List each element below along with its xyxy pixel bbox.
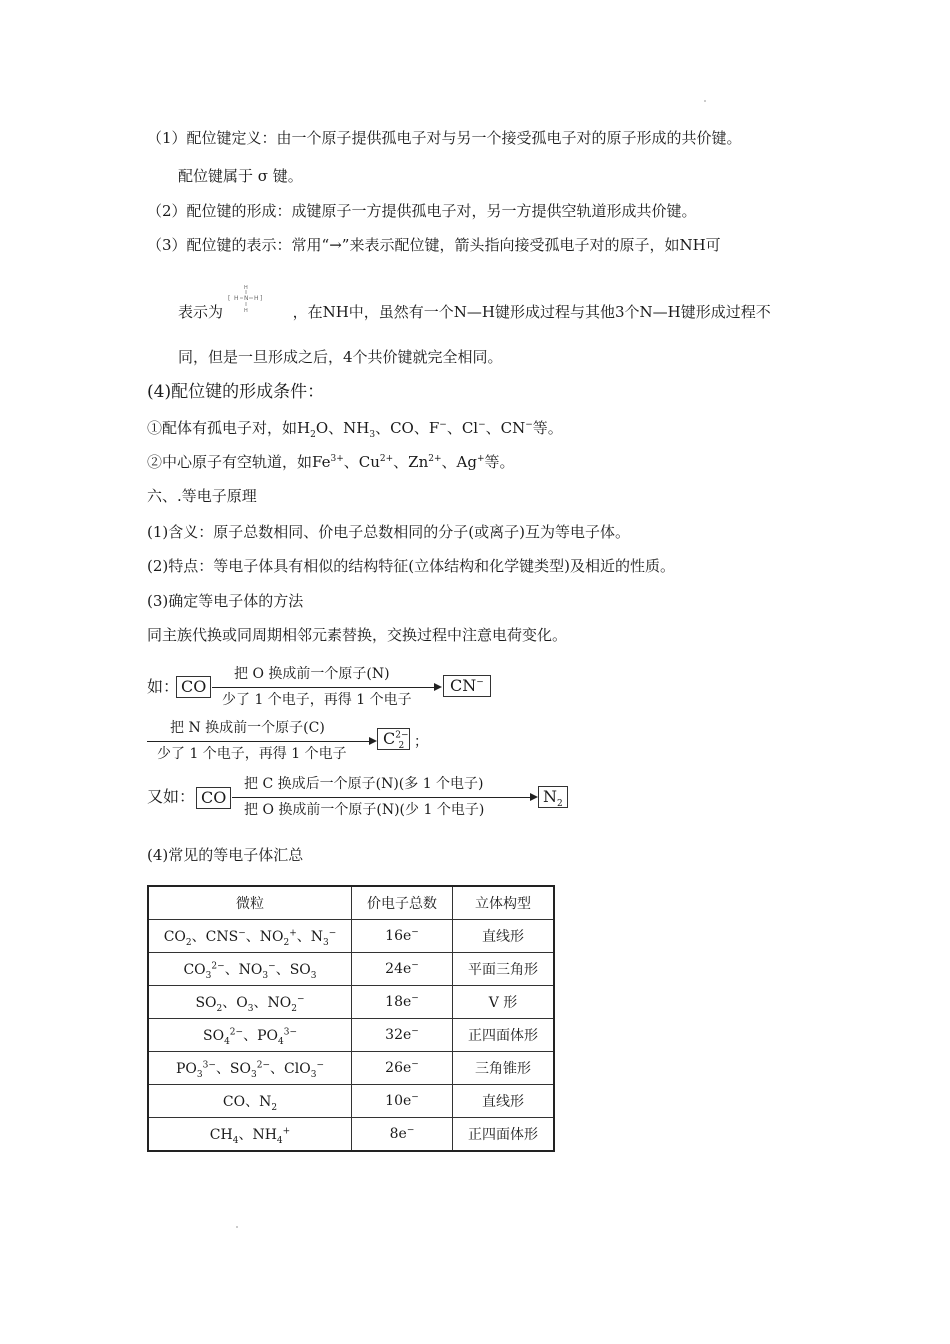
svg-text:]: ]	[260, 295, 263, 302]
center-text-2: 、Cu	[343, 453, 380, 471]
svg-text:H: H	[254, 295, 259, 302]
cn-box: CN−	[443, 675, 491, 697]
svg-text:H: H	[244, 285, 248, 291]
particles-cell: $SO_4^{2-}$、$PO_4^{3-}$	[148, 1019, 352, 1052]
electrons-cell: 8e−	[352, 1118, 453, 1152]
electrons-value: 24e	[385, 961, 412, 977]
shape-cell: 直线形	[453, 1085, 555, 1118]
co-box-1	[176, 676, 211, 698]
ligand-condition-line: ①配体有孤电子对，如$H_2O$、$NH_3$、CO、F−、Cl−、CN−等。	[147, 419, 563, 440]
arrow3-head	[530, 793, 538, 801]
shape-cell: V 形	[453, 986, 555, 1019]
semicolon: ；	[414, 734, 428, 750]
ligand-text-5: 、CN	[485, 419, 526, 437]
shape-cell: 正四面体形	[453, 1118, 555, 1152]
ligand-text-1: ①配体有孤电子对，如H	[147, 419, 311, 437]
represent-prefix: 表示为	[178, 303, 224, 321]
table-row	[148, 953, 554, 986]
example-label: 如：	[147, 677, 180, 696]
center-text-4: 、Ag	[441, 453, 477, 471]
isoelectronic-title: 六、.等电子原理	[147, 487, 257, 505]
center-atom-condition-line: ②中心原子有空轨道，如$Fe^{3+}$、$Cu^{2+}$、$Zn^{2+}$、Ag+等。	[147, 453, 515, 471]
co-text-1: CO	[176, 676, 211, 698]
particles-cell: $CO_3^{2-}$、$NO_3^-$、$SO_3$	[148, 953, 352, 986]
shape-cell: 直线形	[453, 920, 555, 953]
particles-cell: $CO_2$、CNS−、$NO_2^+$、$N_3^-$	[148, 920, 352, 953]
sigma-bond-line: 配位键属于 σ 键。	[178, 167, 303, 185]
electrons-cell: 32e−	[352, 1019, 453, 1052]
electrons-cell: 24e−	[352, 953, 453, 986]
header-valence-electrons: 价电子总数	[352, 886, 453, 920]
table-row	[148, 1118, 554, 1152]
arrow1-top-label: 把 O 换成前一个原子(N)	[234, 666, 390, 682]
page-speck-bottom	[236, 1226, 238, 1228]
arrow1-bottom-label: 少了 1 个电子，再得 1 个电子	[222, 692, 412, 708]
electrons-cell: 26e−	[352, 1052, 453, 1085]
arrow1-head	[434, 683, 442, 691]
particles-cell: $PO_3^{3-}$、$SO_3^{2-}$、ClO$_3$−	[148, 1052, 352, 1085]
svg-text:H: H	[244, 308, 248, 314]
particles-cell: CO、$N_2$	[148, 1085, 352, 1118]
formation-line: （2）配位键的形成：成键原子一方提供孤电子对，另一方提供空轨道形成共价键。	[147, 202, 697, 220]
represent-suffix: ，在NH中，虽然有一个N—H键形成过程与其他3个N—H键形成过程不	[292, 303, 771, 321]
svg-text:H: H	[234, 295, 239, 302]
electrons-cell: 16e−	[352, 920, 453, 953]
c2-text: C	[383, 729, 396, 748]
arrow2-top-label: 把 N 换成前一个原子(C)	[170, 720, 325, 736]
shape-cell: 平面三角形	[453, 953, 555, 986]
method-heading: (3)确定等电子体的方法	[147, 592, 304, 610]
shape-cell: 三角锥形	[453, 1052, 555, 1085]
electrons-value: 26e	[385, 1060, 412, 1076]
table-row	[148, 1019, 554, 1052]
electrons-value: 8e	[389, 1126, 407, 1142]
arrow1-line	[212, 687, 434, 688]
table-row	[148, 920, 554, 953]
ligand-text-4: 、Cl	[446, 419, 479, 437]
features-line: (2)特点：等电子体具有相似的结构特征(立体结构和化学键类型)及相近的性质。	[147, 557, 675, 575]
arrow2-bottom-label: 少了 1 个电子，再得 1 个电子	[157, 746, 347, 762]
another-example-label: 又如：	[147, 787, 196, 806]
electrons-value: 10e	[385, 1093, 412, 1109]
electrons-cell: 10e−	[352, 1085, 453, 1118]
svg-text:N: N	[244, 295, 249, 302]
center-text-3: 、Zn	[393, 453, 429, 471]
electrons-cell: 18e−	[352, 986, 453, 1019]
svg-text:[: [	[228, 295, 231, 302]
co-box-2	[196, 787, 231, 809]
method-line: 同主族代换或同周期相邻元素替换，交换过程中注意电荷变化。	[147, 626, 568, 644]
particles-cell: $SO_2$、$O_3$、$NO_2^-$	[148, 986, 352, 1019]
particles-cell: $CH_4$、$NH_4^+$	[148, 1118, 352, 1152]
definition-line: （1）配位键定义：由一个原子提供孤电子对与另一个接受孤电子对的原子形成的共价键。	[147, 129, 742, 147]
summary-heading: (4)常见的等电子体汇总	[147, 846, 304, 864]
table-header-row	[148, 886, 554, 920]
same-bonds-line: 同，但是一旦形成之后，4个共价键就完全相同。	[178, 348, 503, 366]
n2-text: N	[543, 787, 557, 806]
electrons-value: 18e	[385, 994, 412, 1010]
ligand-text-2: O、NH	[315, 419, 370, 437]
center-text-5: 等。	[484, 453, 515, 471]
table-row	[148, 1052, 554, 1085]
arrow3-bottom-label: 把 O 换成前一个原子(N)(少 1 个电子)	[244, 802, 485, 818]
arrow3-line	[232, 797, 530, 798]
co-text-2: CO	[196, 787, 231, 809]
header-geometry: 立体构型	[453, 886, 555, 920]
arrow2-line	[147, 741, 369, 742]
arrow3-top-label: 把 C 换成后一个原子(N)(多 1 个电子)	[244, 776, 484, 792]
arrow2-head	[369, 737, 377, 745]
representation-line: （3）配位键的表示：常用“→”来表示配位键，箭头指向接受孤电子对的原子，如NH可	[147, 236, 721, 254]
electrons-value: 32e	[385, 1027, 412, 1043]
ligand-text-6: 等。	[532, 419, 563, 437]
ligand-text-3: 、CO、F	[375, 419, 440, 437]
c2-box: $C^{2-}_2$	[377, 728, 410, 750]
page-speck	[704, 100, 706, 102]
shape-cell: 正四面体形	[453, 1019, 555, 1052]
center-text-1: ②中心原子有空轨道，如Fe	[147, 453, 331, 471]
conditions-heading: (4)配位键的形成条件：	[147, 382, 325, 402]
electrons-value: 16e	[385, 928, 412, 944]
meaning-line: (1)含义：原子总数相同、价电子总数相同的分子(或离子)互为等电子体。	[147, 523, 630, 541]
isoelectronic-table	[147, 885, 555, 1152]
n2-box: $N_2$	[538, 786, 568, 808]
cn-text: CN	[450, 676, 477, 695]
table-row	[148, 1085, 554, 1118]
table-row	[148, 986, 554, 1019]
ammonium-lewis-structure	[226, 284, 272, 314]
header-particles: 微粒	[148, 886, 352, 920]
